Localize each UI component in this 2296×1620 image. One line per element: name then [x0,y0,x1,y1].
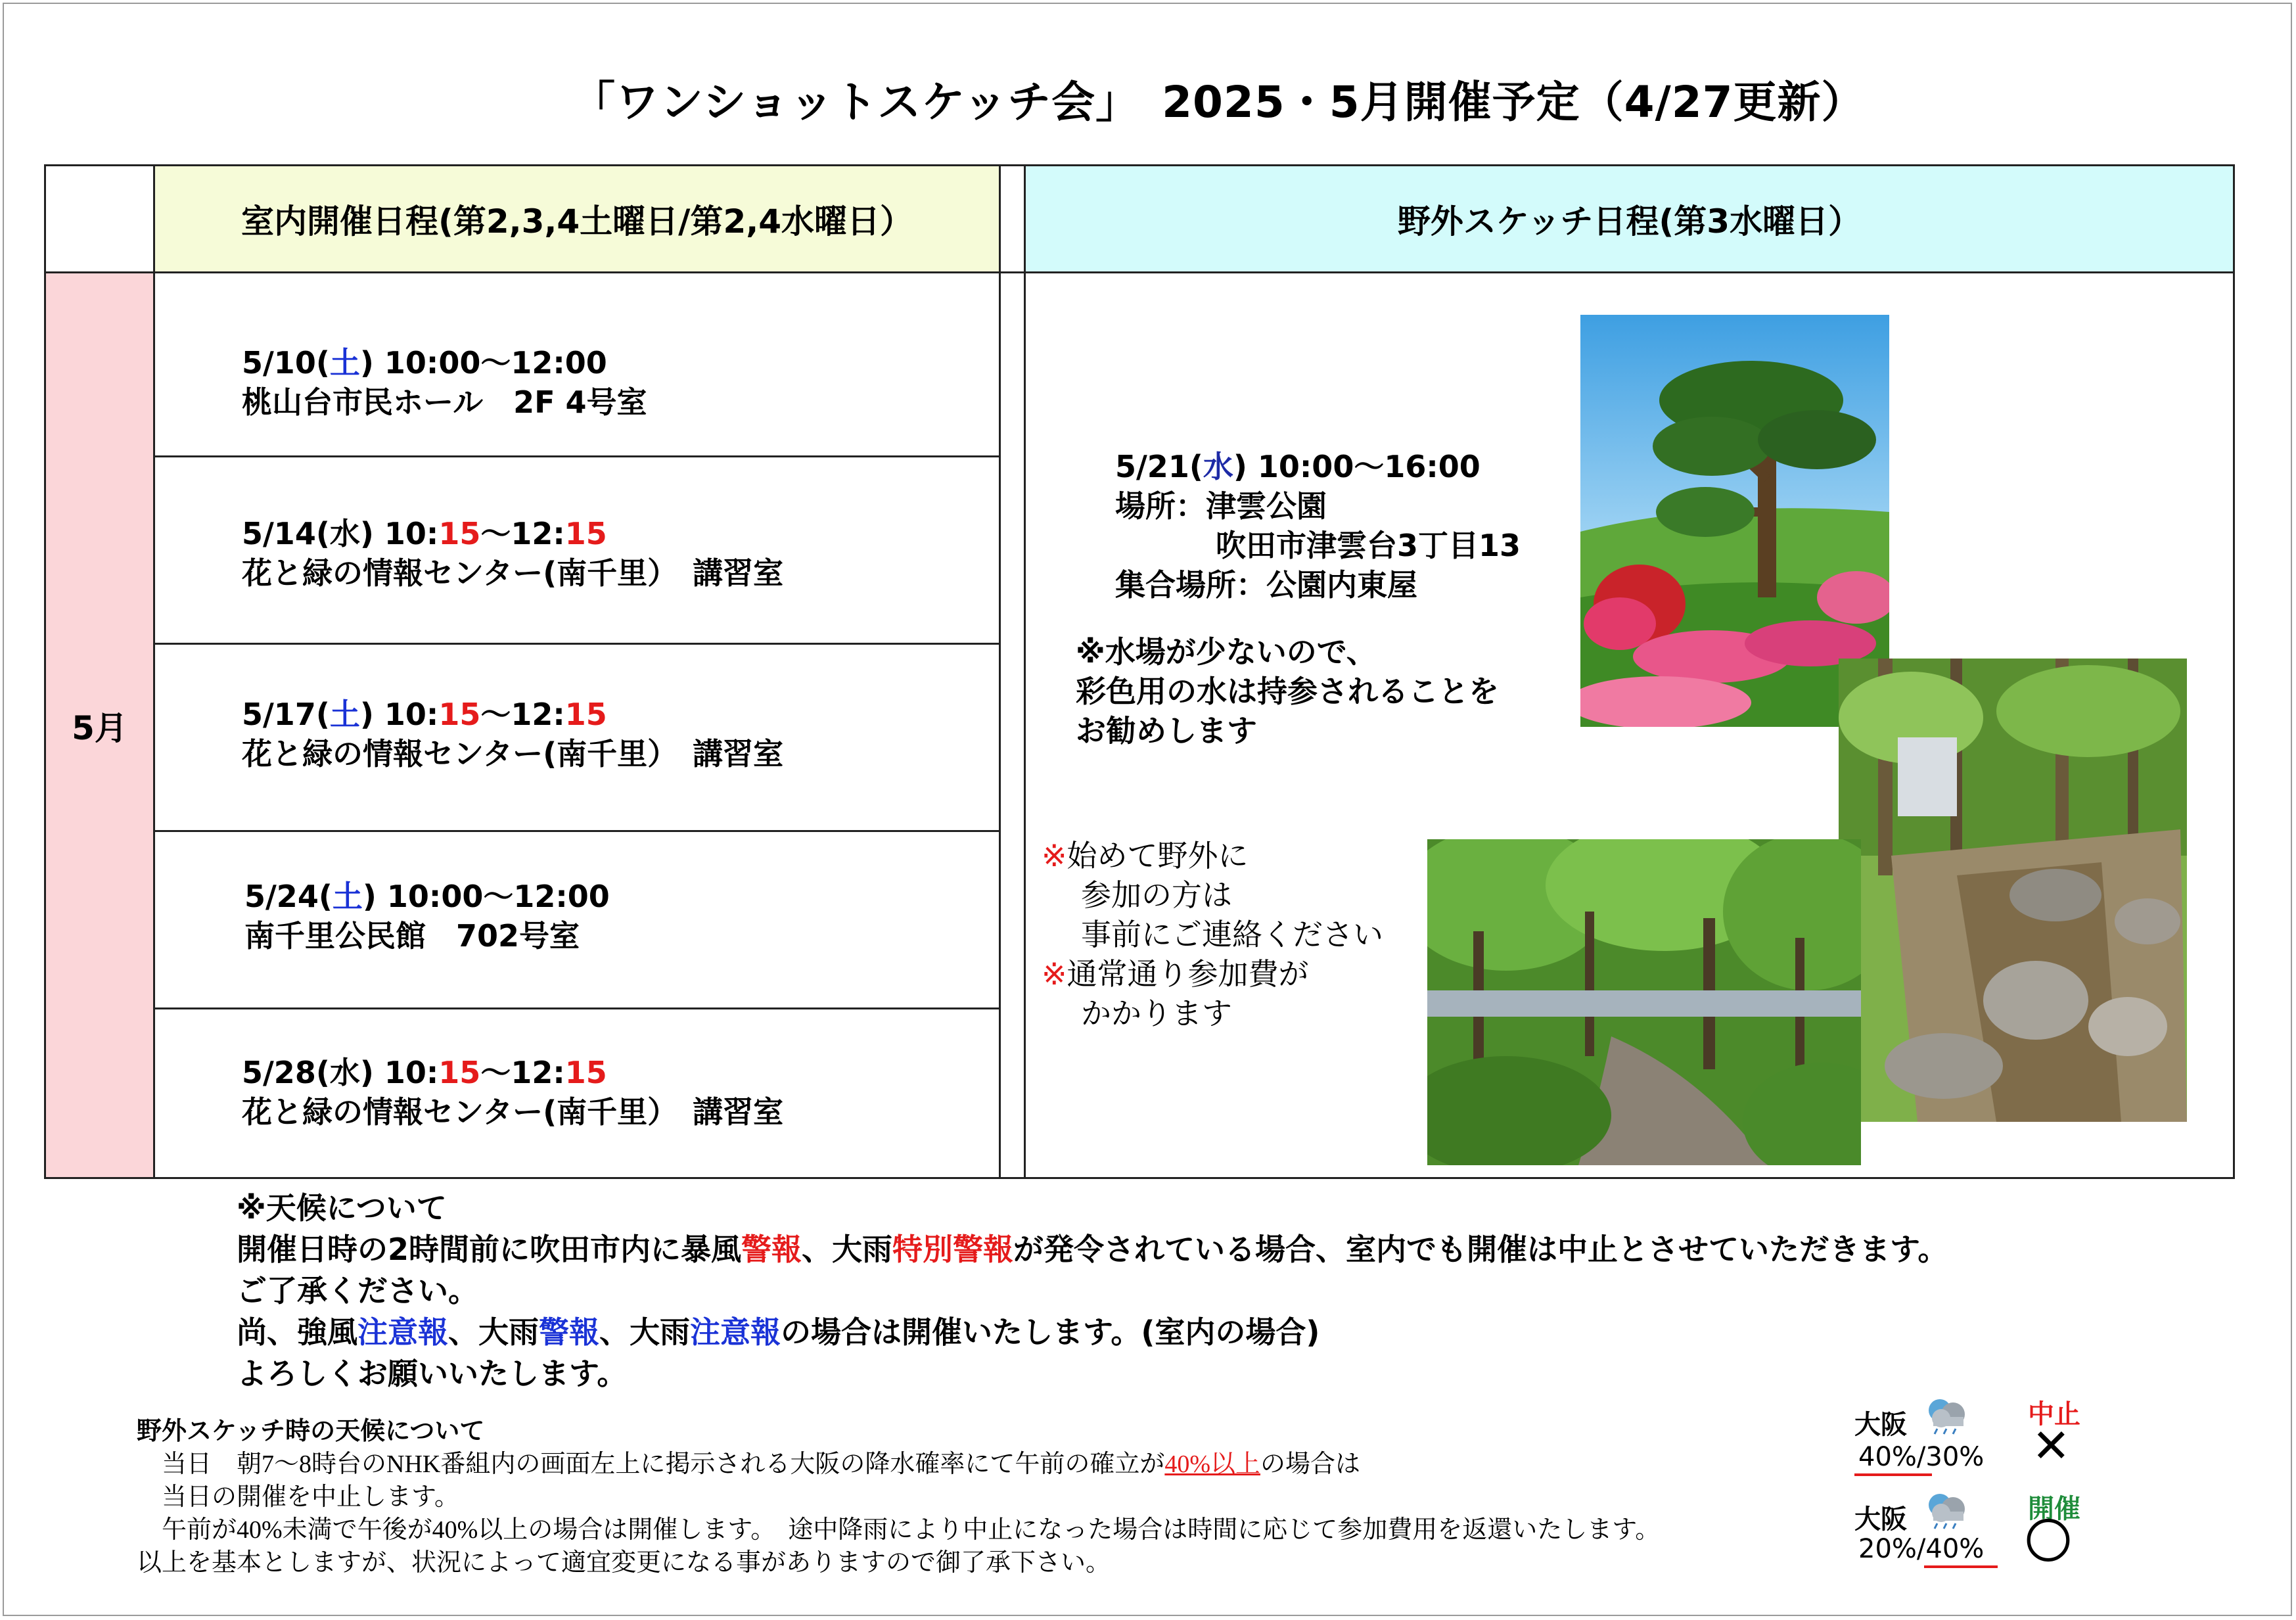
outdoor-weather-line: 当日の開催を中止します。 [137,1483,459,1511]
hold-circle-icon: 〇 [2025,1515,2071,1569]
corner-cell [45,166,154,273]
session-datetime: 5/24(土) 10:00～12:00 [244,879,610,914]
session-row [154,831,1000,1009]
session-datetime: 5/14(水) 10:15～12:15 [242,516,607,551]
weather-line: 開催日時の2時間前に吹田市内に暴風警報、大雨特別警報が発令されている場合、室内でも開催は中止とさせていただきます。 [237,1232,1948,1267]
legend-underline [1854,1473,1932,1476]
page-title: 「ワンショットスケッチ会」 2025・5月開催予定（4/27更新） [572,77,1866,127]
session-venue: 南千里公民館 702号室 [244,918,580,954]
water-note-line: ※水場が少ないので、 [1076,634,1377,670]
outdoor-weather-line: 当日 朝7～8時台のNHK番組内の画面左上に掲示される大阪の降水確率にて午前の確立が40%以上の場合は [137,1450,1361,1478]
session-venue: 花と緑の情報センター(南千里） 講習室 [242,555,784,591]
legend-cancel-label: 中止 [2028,1399,2080,1429]
session-row [154,644,1000,831]
first-time-note-line: 事前にご連絡ください [1081,917,1383,952]
outdoor-weather-line: 以上を基本としますが、状況によって適宜変更になる事がありますので御了承下さい。 [137,1549,1111,1577]
outdoor-place: 場所：津雲公園 [1115,488,1327,524]
session-venue: 花と緑の情報センター(南千里） 講習室 [242,736,784,772]
outdoor-meeting-place: 集合場所：公園内東屋 [1115,567,1417,603]
legend-city: 大阪 [1854,1410,1907,1440]
weather-line: ご了承ください。 [237,1273,478,1308]
cloud-rain-icon [1920,1396,1973,1438]
outdoor-datetime: 5/21(水) 10:00～16:00 [1115,449,1481,484]
first-time-note-line: 参加の方は [1081,877,1232,913]
session-datetime: 5/17(土) 10:15～12:15 [242,697,607,732]
first-time-note: ※始めて野外に [1042,838,1249,873]
legend-underline [1924,1565,1998,1568]
month-label: 5月 [45,273,154,1178]
session-datetime: 5/28(水) 10:15～12:15 [242,1055,607,1090]
fee-note: ※通常通り参加費が [1042,956,1309,992]
session-row [154,1009,1000,1178]
session-venue: 桃山台市民ホール 2F 4号室 [242,384,647,420]
outdoor-weather-heading: 野外スケッチ時の天候について [137,1416,485,1445]
divider-cell [1000,166,1025,273]
legend-hold-label: 開催 [2028,1494,2080,1524]
session-row [154,457,1000,644]
park-photo-stream [1839,659,2187,1122]
water-note-line: お勧めします [1076,713,1257,749]
cloud-rain-icon [1920,1491,1973,1533]
weather-heading: ※天候について [237,1190,447,1226]
session-datetime: 5/10(土) 10:00～12:00 [242,345,607,381]
cancel-cross-icon: ✕ [2032,1419,2071,1473]
legend-probability: 20%/40% [1858,1534,1985,1564]
session-row [154,273,1000,457]
indoor-schedule-header: 室内開催日程(第2,3,4土曜日/第2,4水曜日） [154,166,1000,273]
outdoor-weather-line: 午前が40%未満で午後が40%以上の場合は開催します。 途中降雨により中止になった場合は時間に応じて参加費用を返還いたします。 [137,1516,1661,1544]
water-note-line: 彩色用の水は持参されることを [1076,674,1499,709]
divider-cell [1000,273,1025,1178]
session-venue: 花と緑の情報センター(南千里） 講習室 [242,1094,784,1130]
legend-city: 大阪 [1854,1504,1907,1535]
weather-line: 尚、強風注意報、大雨警報、大雨注意報の場合は開催いたします。(室内の場合) [237,1314,1320,1350]
outdoor-address: 吹田市津雲台3丁目13 [1216,528,1521,563]
legend-probability: 40%/30% [1858,1442,1985,1472]
fee-note-line: かかります [1081,996,1232,1031]
park-photo-path [1427,839,1861,1165]
outdoor-schedule-header: 野外スケッチ日程(第3水曜日） [1025,166,2234,273]
weather-line: よろしくお願いいたします。 [237,1356,628,1391]
